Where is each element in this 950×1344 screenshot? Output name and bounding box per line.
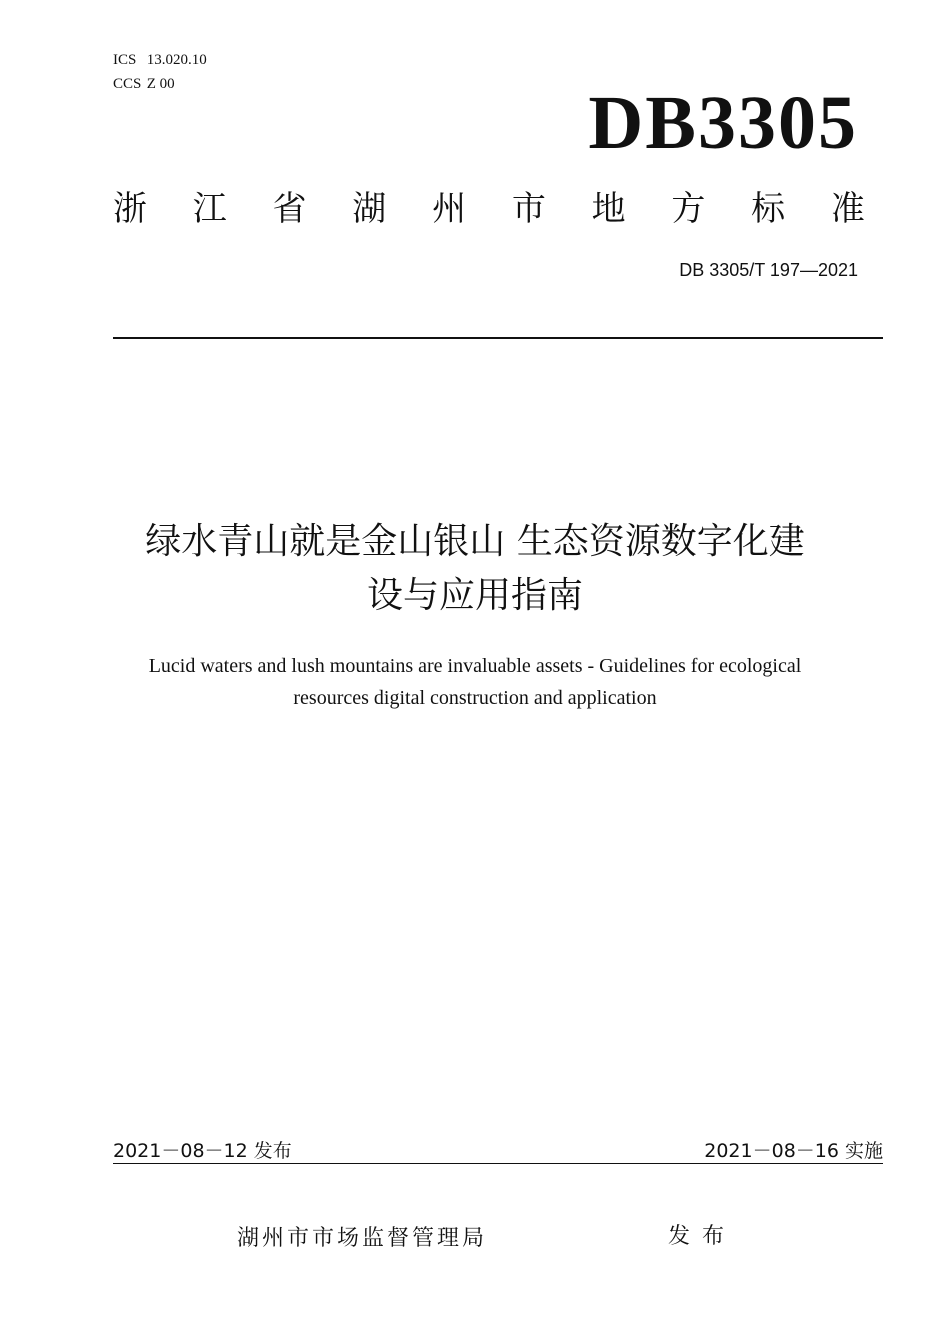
standard-type [113,186,865,232]
ccs-row [113,72,207,96]
ccs-label: CCS [113,76,142,92]
ics-label: ICS [113,52,137,68]
standard-type-char: 湖 [352,189,387,229]
ccs-value: Z 00 [146,76,175,92]
title-chinese-line-1: 绿水青山就是金山银山 生态资源数字化建 [145,521,805,562]
title-english-line-2: resources digital construction and application [293,687,657,709]
publish-date: 2021－08－12 发布 [113,1140,292,1162]
publisher-name: 湖州市市场监督管理局 [237,1226,488,1251]
standard-type-char: 浙 [113,189,147,229]
title-english [60,650,890,714]
standard-type-char: 标 [751,189,786,229]
standard-type-char: 州 [432,189,467,229]
classification-codes [113,48,207,96]
ics-value: 13.020.10 [146,52,207,68]
title-chinese [60,515,890,623]
standard-type-char: 方 [671,189,706,229]
standard-type-char: 准 [830,189,865,229]
standard-type-char: 江 [192,189,227,229]
standard-code: DB3305 [588,81,858,165]
ics-row [113,48,207,72]
publish-label: 发布 [668,1224,737,1249]
title-chinese-line-2: 设与应用指南 [366,575,583,616]
footer-divider [113,1163,883,1164]
standard-type-char: 市 [511,189,546,229]
header-divider [113,337,883,339]
standard-type-char: 地 [591,189,626,229]
standard-number: DB 3305/T 197—2021 [679,260,858,280]
standard-type-char: 省 [272,189,307,229]
implement-date: 2021－08－16 实施 [704,1140,883,1162]
title-english-line-1: Lucid waters and lush mountains are invaluable assets - Guidelines for ecological [148,655,802,677]
